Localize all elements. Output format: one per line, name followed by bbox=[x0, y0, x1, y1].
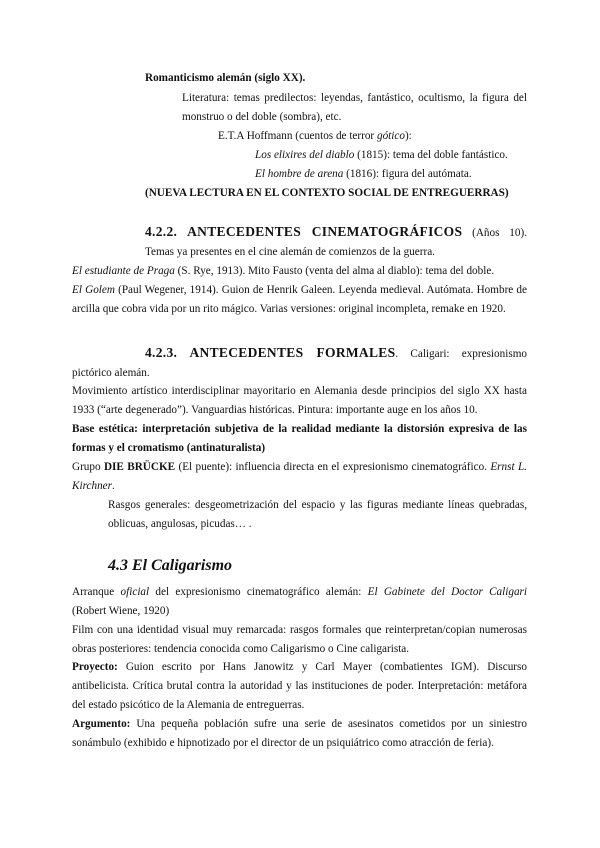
work-rest: (1816): figura del autómata. bbox=[343, 168, 472, 180]
base-estetica: Base estética: interpretación subjetiva de la realidad mediante la distorsión expresiva de las formas y el cromatismo (antinaturalista) bbox=[72, 423, 527, 454]
arranque-italic: oficial bbox=[120, 586, 150, 598]
hoffmann-text: E.T.A Hoffmann (cuentos de terror bbox=[218, 130, 377, 142]
work-line bbox=[255, 146, 508, 165]
section-423-intro: . Caligari: expresionismo pictórico alemán. bbox=[72, 348, 527, 379]
work-line bbox=[255, 165, 472, 184]
rasgos-paragraph: Rasgos generales: desgeometrización del espacio y las figuras mediante líneas quebradas, oblicuas, angulosas, picudas… . bbox=[108, 499, 527, 530]
work-title: Los elixires del diablo bbox=[255, 149, 355, 161]
grupo-paragraph bbox=[72, 458, 527, 496]
grupo-end: . bbox=[111, 480, 115, 492]
arranque-paragraph bbox=[72, 583, 527, 621]
arranque-text: del expresionismo cinematográfico alemán: bbox=[149, 586, 368, 598]
section-43-heading: 4.3 El Caligarismo bbox=[108, 557, 233, 574]
argumento-paragraph bbox=[72, 715, 527, 753]
proyecto-label: Proyecto: bbox=[72, 661, 118, 673]
nueva-lectura: (NUEVA LECTURA EN EL CONTEXTO SOCIAL DE ENTREGUERRAS) bbox=[145, 187, 509, 199]
section-422-intro: (Años 10). Temas ya presentes en el cine alemán de comienzos de la guerra. bbox=[145, 227, 527, 258]
film-paragraph: Film con una identidad visual muy remarcada: rasgos formales que reinterpretan/copian numerosas obras posteriores: tendencia conocida como Caligarismo o Cine caligarista. bbox=[72, 624, 527, 655]
proyecto-paragraph bbox=[72, 658, 527, 715]
movimiento-paragraph: Movimiento artístico interdisciplinar mayoritario en Alemania desde principios del siglo XX hasta 1933 (“arte degenerado”). Vanguardias históricas. Pintura: importante auge en los años 10. bbox=[72, 385, 527, 416]
arranque-text: Arranque bbox=[72, 586, 121, 598]
section-422 bbox=[145, 222, 527, 262]
section-423 bbox=[72, 343, 527, 383]
hoffmann-italic: gótico bbox=[376, 130, 405, 142]
work-rest: (1815): tema del doble fantástico. bbox=[354, 149, 508, 161]
golem-text: (Paul Wegener, 1914). Guion de Henrik Galeen. Leyenda medieval. Autómata. Hombre de arcilla que cobra vida por un rito mágico. Varias versiones: original incompleta, remake en 1920. bbox=[72, 284, 527, 315]
romanticismo-title: Romanticismo alemán (siglo XX). bbox=[145, 72, 306, 84]
proyecto-text: Guion escrito por Hans Janowitz y Carl Mayer (combatientes IGM). Discurso antibelicista. Crítica brutal contra la autoridad y las instituciones de poder. Interpretación: metáfora del estado psicótico de la Alemania de entreguerras. bbox=[72, 661, 527, 711]
film-title: El Golem bbox=[72, 284, 115, 296]
estudiante-text: (S. Rye, 1913). Mito Fausto (venta del alma al diablo): tema del doble. bbox=[174, 265, 495, 277]
argumento-label: Argumento: bbox=[72, 718, 131, 730]
estudiante-paragraph bbox=[72, 262, 527, 281]
section-423-heading: 4.2.3. ANTECEDENTES FORMALES bbox=[145, 345, 396, 360]
film-title: El Gabinete del Doctor Caligari bbox=[367, 586, 528, 598]
film-title: El estudiante de Praga bbox=[72, 265, 175, 277]
hoffmann-end: ): bbox=[404, 130, 412, 142]
grupo-text: (El puente): influencia directa en el expresionismo cinematográfico. bbox=[175, 461, 491, 473]
die-brucke: DIE BRÜCKE bbox=[103, 461, 176, 473]
arranque-end: (Robert Wiene, 1920) bbox=[72, 605, 170, 617]
literatura-paragraph: Literatura: temas predilectos: leyendas, fantástico, ocultismo, la figura del monstruo o del doble (sombra), etc. bbox=[182, 92, 527, 123]
grupo-text: Grupo bbox=[72, 461, 104, 473]
kirchner: Ernst L. Kirchner bbox=[72, 461, 527, 492]
work-title: El hombre de arena bbox=[255, 168, 344, 180]
golem-paragraph bbox=[72, 281, 527, 319]
section-422-heading: 4.2.2. ANTECEDENTES CINEMATOGRÁFICOS bbox=[145, 224, 463, 239]
argumento-text: Una pequeña población sufre una serie de asesinatos cometidos por un siniestro sonámbulo (exhibido e hipnotizado por el director de un psiquiátrico como atracción de feria). bbox=[72, 718, 527, 749]
hoffmann-line bbox=[218, 127, 412, 146]
